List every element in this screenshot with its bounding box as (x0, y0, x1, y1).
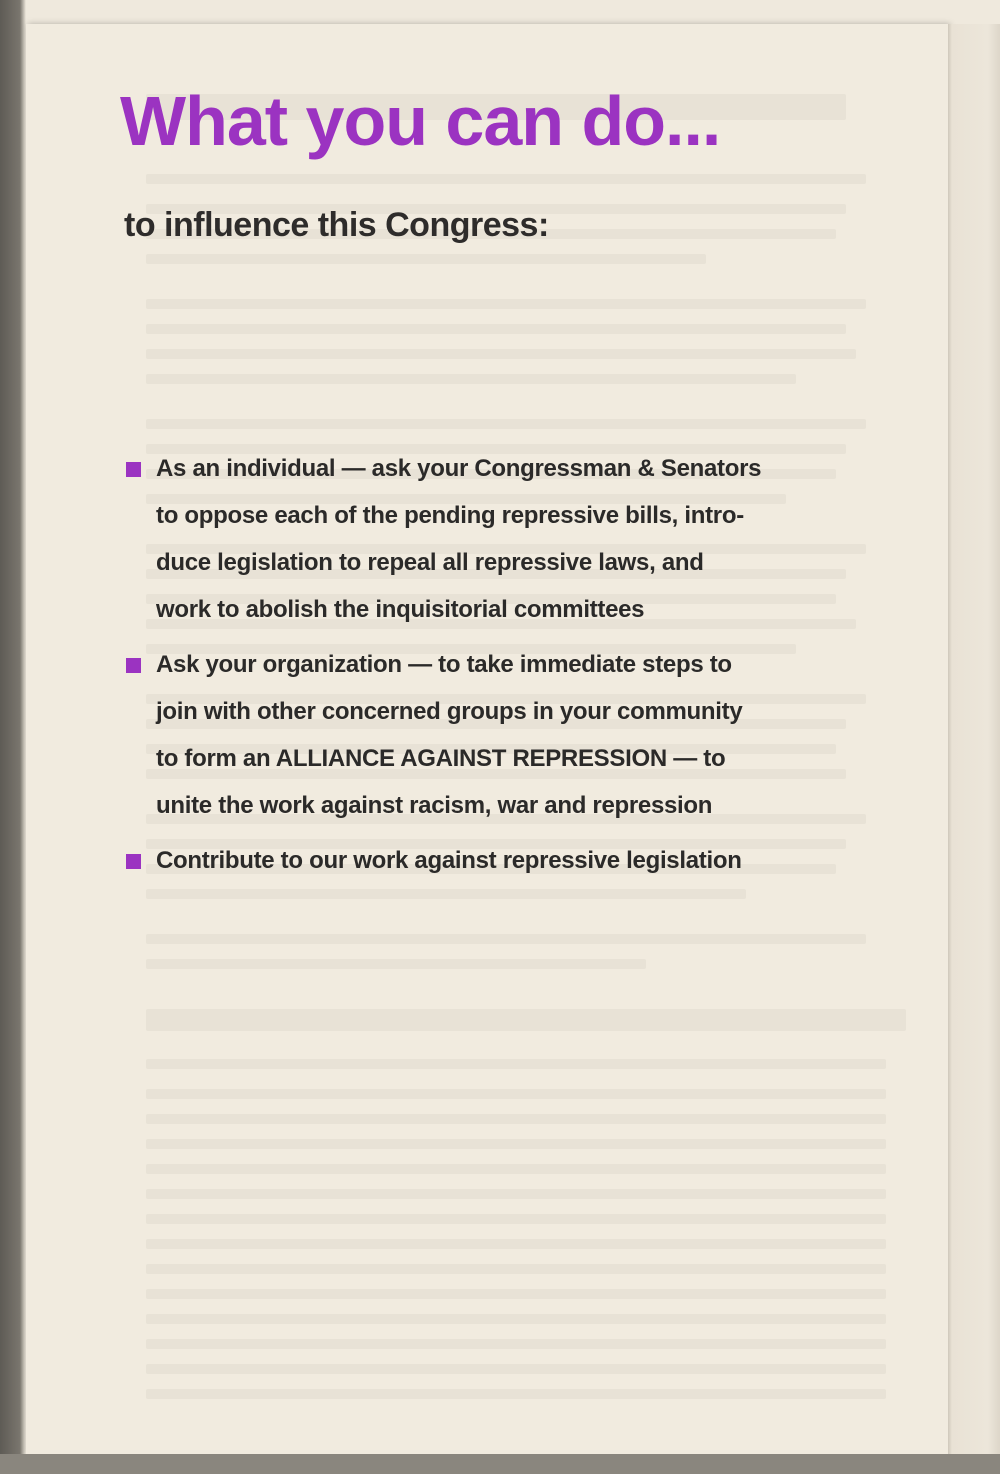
action-item-contribute (126, 837, 856, 884)
action-item-organization (126, 641, 856, 829)
square-bullet-icon (126, 462, 141, 477)
square-bullet-icon (126, 854, 141, 869)
facing-page-edge (948, 24, 1000, 1454)
square-bullet-icon (126, 658, 141, 673)
page-title: What you can do... (120, 82, 721, 160)
action-text-line: Contribute to our work against repressive legislation (156, 847, 742, 874)
scan-margin (0, 1454, 1000, 1474)
action-text-line: join with other concerned groups in your community (156, 698, 743, 725)
action-text-line: work to abolish the inquisitorial committees (156, 596, 645, 623)
action-text-line: Ask your organization — to take immediate steps to (156, 651, 732, 678)
action-text-line: to oppose each of the pending repressive bills, intro- (156, 502, 744, 529)
action-text-line: As an individual — ask your Congressman & Senators (156, 455, 762, 482)
page-subtitle: to influence this Congress: (124, 206, 549, 244)
action-item-individual (126, 445, 856, 633)
action-text-line: unite the work against racism, war and repression (156, 792, 713, 819)
action-list (126, 445, 856, 884)
action-text-line: to form an ALLIANCE AGAINST REPRESSION — to (156, 745, 726, 772)
action-text-line: duce legislation to repeal all repressive laws, and (156, 549, 704, 576)
